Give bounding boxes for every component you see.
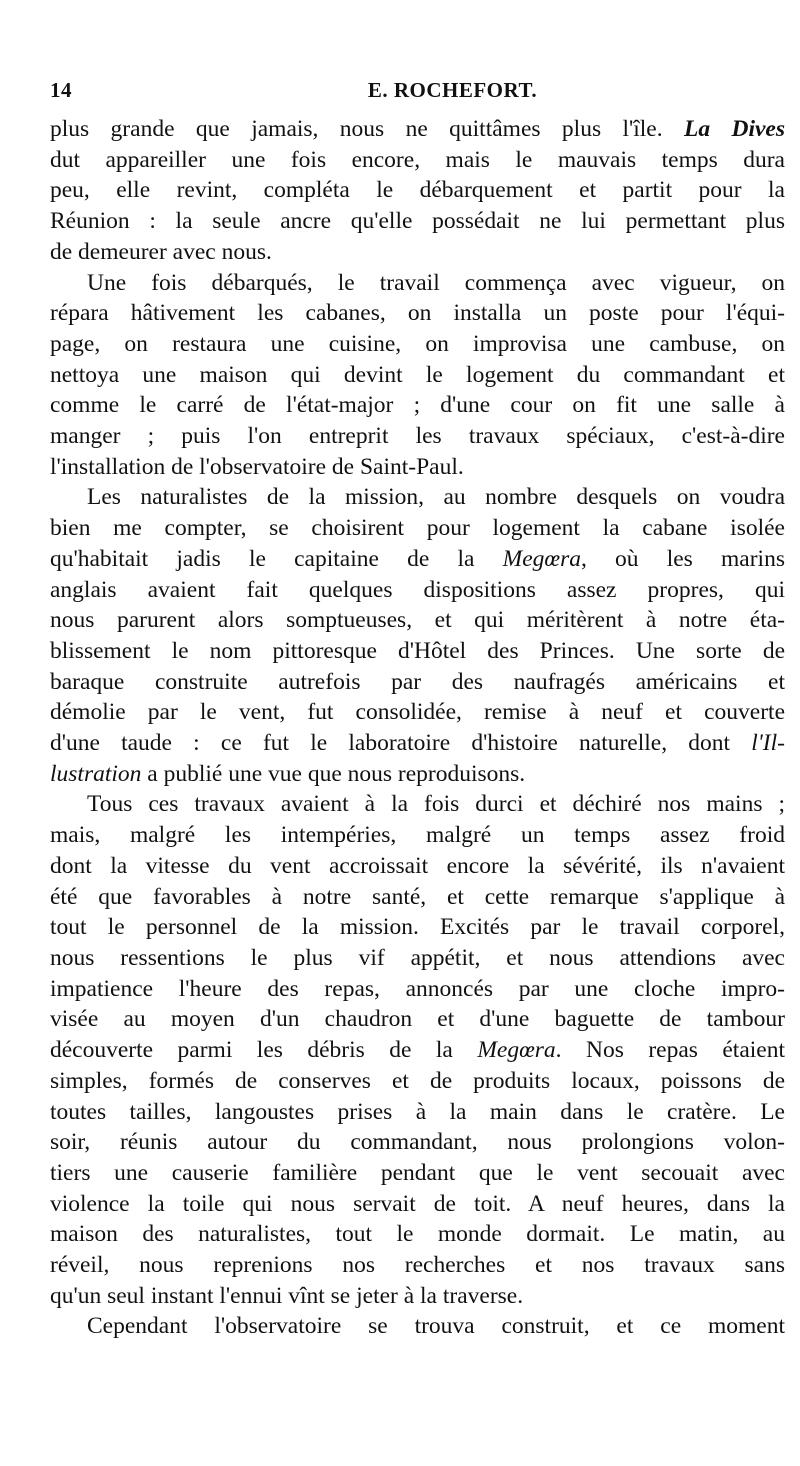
text-line: comme le carré de l'état-major ; d'une cour on fit une salle à	[50, 392, 785, 419]
text-line: violence la toile qui nous servait de toit. A neuf heures, dans la	[50, 1190, 785, 1217]
body-text	[50, 114, 785, 1342]
text-line: démolie par le vent, fut consolidée, remise à neuf et couverte	[50, 699, 785, 726]
text-line: d'une taude : ce fut le laboratoire d'histoire naturelle, dont l'Il-	[50, 730, 785, 757]
text-line: qu'habitait jadis le capitaine de la Megœra, où les marins	[50, 545, 785, 572]
text-line: l'installation de l'observatoire de Saint-Paul.	[50, 453, 464, 480]
text-line: dont la vitesse du vent accroissait encore la sévérité, ils n'avaient	[50, 852, 785, 879]
running-head	[50, 78, 785, 114]
text-line: dut appareiller une fois encore, mais le mauvais temps dura	[50, 146, 785, 173]
text-line: page, on restaura une cuisine, on improvisa une cambuse, on	[50, 330, 785, 357]
text-line: manger ; puis l'on entreprit les travaux spéciaux, c'est-à-dire	[50, 423, 785, 450]
text-line: soir, réunis autour du commandant, nous prolongions volon-	[50, 1129, 785, 1156]
page-number: 14	[50, 78, 72, 102]
text-line: réveil, nous reprenions nos recherches et nos travaux sans	[50, 1252, 785, 1279]
text-line: tout le personnel de la mission. Excités par le travail corporel,	[50, 914, 785, 941]
text-line: visée au moyen d'un chaudron et d'une baguette de tambour	[50, 1006, 785, 1033]
text-line: Les naturalistes de la mission, au nombre desquels on voudra	[87, 484, 785, 511]
text-line: toutes tailles, langoustes prises à la main dans le cratère. Le	[50, 1098, 785, 1125]
text-line: Tous ces travaux avaient à la fois durci et déchiré nos mains ;	[87, 791, 785, 818]
text-line: plus grande que jamais, nous ne quittâmes plus l'île. La Dives	[50, 116, 785, 142]
text-line: qu'un seul instant l'ennui vînt se jeter à la traverse.	[50, 1282, 524, 1309]
text-line: peu, elle revint, compléta le débarquement et partit pour la	[50, 177, 785, 204]
text-line: baraque construite autrefois par des naufragés américains et	[50, 668, 785, 695]
running-title: E. ROCHEFORT.	[367, 78, 538, 102]
text-line: Réunion : la seule ancre qu'elle possédait ne lui permettant plus	[50, 208, 785, 235]
text-line: anglais avaient fait quelques dispositions assez propres, qui	[50, 576, 785, 603]
text-line: mais, malgré les intempéries, malgré un temps assez froid	[50, 822, 785, 849]
text-line: été que favorables à notre santé, et cette remarque s'applique à	[50, 883, 785, 910]
text-line: simples, formés de conserves et de produits locaux, poissons de	[50, 1067, 785, 1094]
text-line: nettoya une maison qui devint le logement du commandant et	[50, 361, 785, 388]
text-line: blissement le nom pittoresque d'Hôtel des Princes. Une sorte de	[50, 637, 785, 664]
text-line: impatience l'heure des repas, annoncés par une cloche impro-	[50, 975, 785, 1002]
text-line: nous parurent alors somptueuses, et qui méritèrent à notre éta-	[50, 607, 785, 634]
text-line: bien me compter, se choisirent pour logement la cabane isolée	[50, 515, 785, 542]
text-line: Une fois débarqués, le travail commença avec vigueur, on	[87, 269, 785, 296]
text-line: maison des naturalistes, tout le monde dormait. Le matin, au	[50, 1221, 785, 1248]
text-line: tiers une causerie familière pendant que le vent secouait avec	[50, 1159, 785, 1186]
page	[50, 78, 785, 1342]
text-line: lustration a publié une vue que nous reproduisons.	[50, 760, 526, 787]
text-line: Cependant l'observatoire se trouva construit, et ce moment	[87, 1313, 785, 1340]
text-line: de demeurer avec nous.	[50, 238, 272, 265]
text-line: répara hâtivement les cabanes, on installa un poste pour l'équi-	[50, 300, 785, 327]
text-line: nous ressentions le plus vif appétit, et nous attendions avec	[50, 944, 785, 971]
text-line: découverte parmi les débris de la Megœra. Nos repas étaient	[50, 1037, 785, 1064]
